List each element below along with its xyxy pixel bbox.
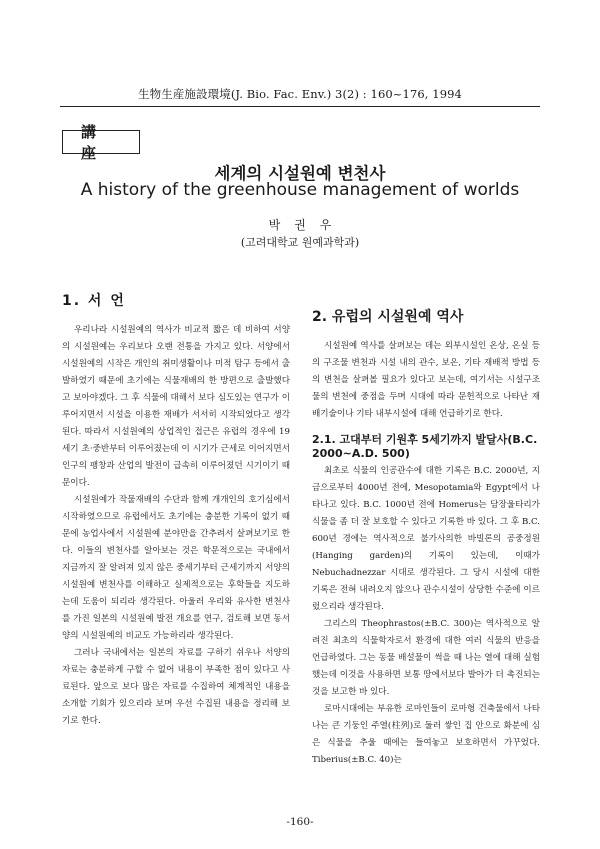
subsection-heading-ancient: 2.1. 고대부터 기원후 5세기까지 발달사(B.C. 2000~A.D. 500): [312, 433, 538, 460]
paragraph: 우리나라 시설원예의 역사가 비교적 짧은 데 비하여 서양의 시설원예는 우리보다 오랜 전통을 가지고 있다. 서양에서 시설원예의 시작은 개인의 취미생활이나 미적 탐구 등에서 출발하였기 때문에 초기에는 식물재배의 한 방편으로 출발했다고 보아야겠다. 그 후 식물에 대해서 보다 심도있는 연구가 이루어지면서 시설을 이용한 재배가 서서히 시작되었다고 생각된다. 따라서 시설원예의 상업적인 접근은 유럽의 경우에 19세기 초·중반부터 이루어졌는데 이 시기가 근세로 이어지면서 인구의 팽창과 산업의 발전이 급속히 이루어졌던 시기이기 때문이다.: [62, 325, 290, 488]
title-english: A history of the greenhouse management of worlds: [80, 180, 520, 200]
paragraph: 그러나 국내에서는 일본의 자료를 구하기 쉬우나 서양의 자료는 충분하게 구할 수 없어 내용이 부족한 점이 있다고 사료된다. 앞으로 보다 많은 자료를 수집하여 체계적인 내용을 소개할 기회가 있으리라 보며 우선 수집된 내용을 정리해 보기로 한다.: [62, 648, 290, 726]
header-rule: [60, 106, 540, 107]
paragraph: 시설원예 역사를 살펴보는 데는 외부시설인 온상, 온실 등의 구조물 변천과 시설 내의 관수, 보온, 기타 재배적 방법 등의 변천을 살펴볼 필요가 있다고 보는데, 여기서는 시설구조물의 변천에 중점을 두며 시대에 따라 문헌적으로 나타난 재배기술이나 기타 내부시설에 대해 언급하기로 한다.: [312, 341, 540, 419]
series-label: 講座: [62, 130, 140, 154]
paragraph: 최초로 식물의 인공관수에 대한 기록은 B.C. 2000년, 지금으로부터 4000년 전에, Mesopotamia와 Egypt에서 나타나고 있다. B.C. 1000년 전에 Homerus는 담장울타리가 식물을 좀 더 잘 보호할 수 있다고 기록한 바 있다. 그 후 B.C. 600년 경에는 역사적으로 불가사의한 바빌론의 공중정원(Hanging garden)의 기록이 있는데, 이때가 Nebuchadnezzar 시대로 생각된다. 그 당시 시설에 대한 기록은 전혀 내려오지 않으나 관수시설이 상당한 수준에 이르렀으리라 생각된다.: [312, 466, 540, 612]
paragraph: 시설원예가 작물재배의 수단과 함께 개개인의 호기심에서 시작하였으므로 유럽에서도 초기에는 충분한 기록이 없기 때문에 농업사에서 시설원예 분야만을 간추려서 살펴보기로 한다. 이들의 변천사를 알아보는 것은 학문적으로는 국내에서 지금까지 잘 알려져 있지 않은 중세기부터 근세기까지 서양의 시설원예 변천사를 이해하고 실제적으로는 후학들을 지도하는데 도움이 되리라 생각된다. 아울러 우리와 유사한 변천사를 가진 일본의 시설원예 발전 개요를 연구, 검토해 보면 동서양의 시설원예의 비교도 가능하리라 생각된다.: [62, 495, 290, 641]
title-korean: 세계의 시설원예 변천사: [214, 164, 386, 183]
paragraph: 로마시대에는 부유한 로마인들이 로마형 건축물에서 나타나는 큰 기둥인 주열(柱列)로 둘러 쌓인 집 안으로 화분에 심은 식물을 추울 때에는 들여놓고 보호하면서 가꾸었다. Tiberius(±B.C. 40)는: [312, 704, 540, 765]
section-heading-europe: 2. 유럽의 시설원예 역사: [312, 309, 464, 325]
page-number: -160-: [286, 816, 314, 828]
author: 박권우: [268, 218, 346, 232]
affiliation: (고려대학교 원예과학과): [240, 236, 360, 249]
right-column: [312, 306, 540, 769]
paragraph: 그리스의 Theophrastos(±B.C. 300)는 역사적으로 알려진 최초의 식물학자로서 환경에 대한 여러 식물의 반응을 언급하였다. 그는 동물 배설물이 썩을 때 나는 열에 대해 실험했는데 이것을 사용하면 보통 땅에서보다 발아가 더 촉진되는 것을 보고한 바 있다.: [312, 619, 540, 697]
left-column: [62, 290, 290, 730]
section-heading-introduction: 1. 서 언: [62, 293, 126, 309]
journal-header: 生物生産施設環境(J. Bio. Fac. Env.) 3(2) : 160~176, 1994: [138, 87, 462, 101]
